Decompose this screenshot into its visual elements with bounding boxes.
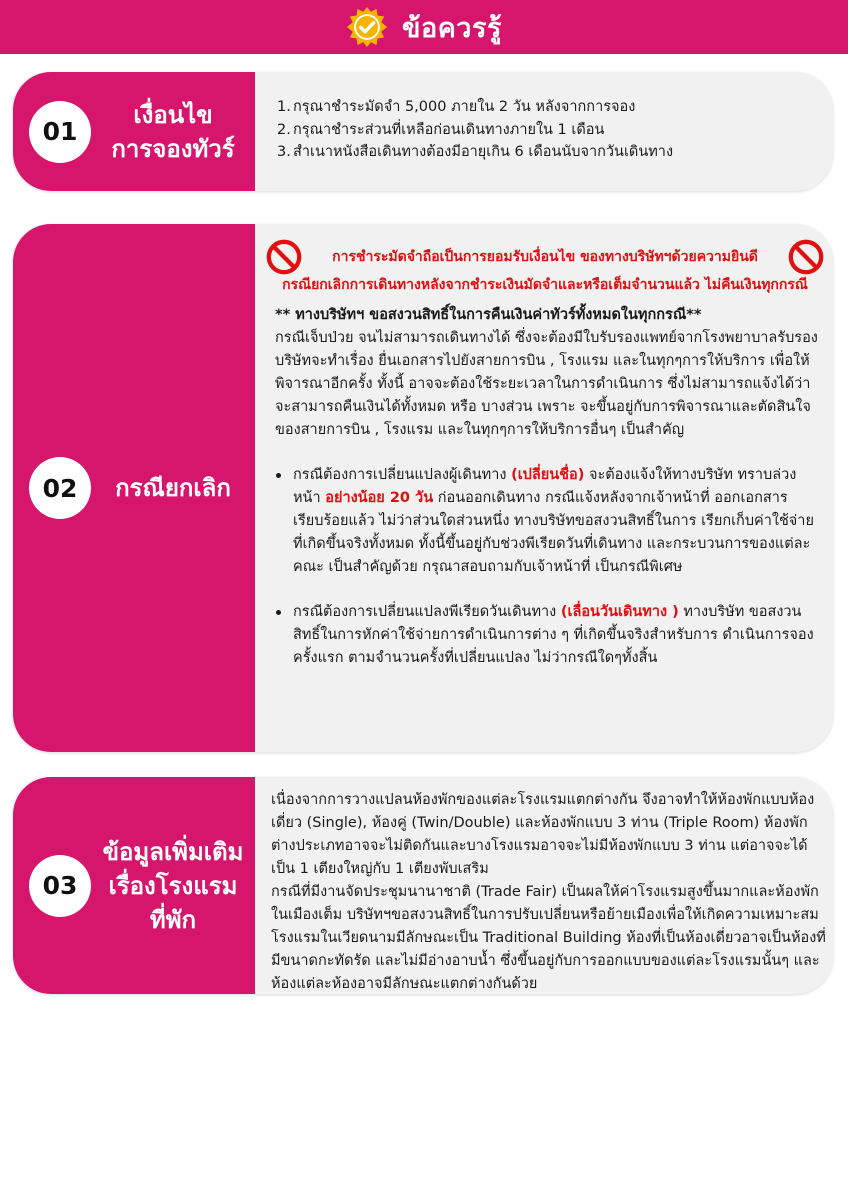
item-text: กรุณาชำระมัดจำ 5,000 ภายใน 2 วัน หลังจากการจอง [293,99,636,115]
page-title: ข้อควรรู้ [402,12,502,44]
highlight-text: อย่างน้อย 20 วัน [325,490,434,506]
cancellation-details [265,296,825,670]
list-item [277,119,823,142]
section-label [91,98,255,166]
highlight-text: (เลื่อนวันเดินทาง ) [560,604,679,620]
section-label-line: เงื่อนไข [133,99,213,129]
hotel-info-card [13,777,833,994]
conditions-list [277,96,823,164]
list-item [277,141,823,164]
section-label [91,835,255,937]
bullet-text: จะต้องแจ้งให้ทางบริษัท ทราบล่วงหน้า [293,467,797,506]
section-body [255,777,833,994]
section-header [13,72,255,191]
section-label-line: ที่พัก [149,904,197,934]
item-text: สำเนาหนังสือเดินทางต้องมีอายุเกิน 6 เดือนนับจากวันเดินทาง [293,144,674,160]
section-body [255,224,833,752]
section-body [255,72,833,191]
bullet-text: กรณีต้องการเปลี่ยนแปลงผู้เดินทาง [293,467,512,483]
warning-text: กรณียกเลิกการเดินทางหลังจากชำระเงินมัดจำและหรือเต็มจำนวนแล้ว ไม่คืนเงินทุกกรณี [282,277,808,293]
booking-conditions-card [13,72,833,191]
section-label-line: ข้อมูลเพิ่มเติม [102,836,244,866]
bullet-text: ทางบริษัท ขอสงวนสิทธิ์ในการหักค่าใช้จ่ายการดำเนินการต่าง ๆ ที่เกิดขึ้นจริงสำหรับการ ดำเนินการจองครั้งแรก ตามจำนวนครั้งที่เปลี่ยนแปลง ไม่ว่ากรณีใดๆทั้งสิ้น [293,604,814,666]
bullet-text: ก่อนออกเดินทาง กรณีแจ้งหลังจากเจ้าหน้าที่ ออกเอกสารเรียบร้อยแล้ว ไม่ว่าส่วนใดส่วนหนึ่ง ทางบริษัทขอสงวนสิทธิ์ในการ เรียกเก็บค่าใช้จ่ายที่เกิดขึ้นจริงทั้งหมด ทั้งนี้ขึ้นอยู่กับช่วงพีเรียดวันที่เดินทาง และกระบวนการของแต่ละคณะ เป็นสำคัญด้วย กรุณาสอบถามกับเจ้าหน้าที่ เป็นกรณีพิเศษ [293,490,814,575]
refund-policy-heading: ** ทางบริษัทฯ ขอสงวนสิทธิ์ในการคืนเงินค่าทัวร์ทั้งหมดในทุกกรณี** [275,307,702,323]
section-label-line: เรื่องโรงแรม [108,870,238,900]
section-label-line: การจองทัวร์ [111,133,235,163]
section-label [91,471,255,505]
check-badge-icon [346,6,388,48]
item-number: 2. [277,121,291,138]
list-item [275,464,821,579]
list-item [277,96,823,119]
bullet-text: กรณีต้องการเปลี่ยนแปลงพีเรียดวันเดินทาง [293,604,561,620]
section-label-line: กรณียกเลิก [115,473,231,502]
item-text: กรุณาชำระส่วนที่เหลือก่อนเดินทางภายใน 1 เดือน [293,121,605,138]
section-header [13,224,255,752]
item-number: 3. [277,144,291,160]
trade-fair-paragraph: กรณีที่มีงานจัดประชุมนานาชาติ (Trade Fair) เป็นผลให้ค่าโรงแรมสูงขึ้นมากและห้องพักในเมืองเต็ม บริษัทฯขอสงวนสิทธิ์ในการปรับเปลี่ยนหรือย้ายเมืองเพื่อให้เกิดความเหมาะสม โรงแรมในเวียดนามมีลักษณะเป็น Traditional Building ห้องที่เป็นห้องเดี่ยวอาจเป็นห้องที่มีขนาดกะทัดรัด และไม่มีอ่างอาบน้ำ ซึ่งขึ้นอยู่กับการออกแบบของแต่ละโรงแรมนั้นๆ และห้องแต่ละห้องอาจมีลักษณะแตกต่างกันด้วย [271,884,826,992]
header-bar [0,0,848,54]
illness-paragraph: กรณีเจ็บป่วย จนไม่สามารถเดินทางได้ ซึ่งจะต้องมีใบรับรองแพทย์จากโรงพยาบาลรับรอง บริษัทจะทำเรื่อง ยื่นเอกสารไปยังสายการบิน , โรงแรม และในทุกๆการให้บริการ เพื่อให้พิจารณาอีกครั้ง ทั้งนี้ อาจจะต้องใช้ระยะเวลาในการดำเนินการ ซึ่งไม่สามารถแจ้งได้ว่าจะสามารถคืนเงินได้ทั้งหมด หรือ บางส่วน เพราะ จะขึ้นอยู่กับการพิจารณาและตัดสินใจ ของสายการบิน , โรงแรม และในทุกๆการให้บริการอื่นๆ เป็นสำคัญ [275,330,818,438]
prohibited-icon [265,238,303,276]
section-number: 02 [29,457,91,519]
warning-text: การชำระมัดจำถือเป็นการยอมรับเงื่อนไข ของทางบริษัทฯด้วยความยินดี [332,249,758,265]
cancellation-card [13,224,833,752]
prohibited-icon [787,238,825,276]
highlight-text: (เปลี่ยนชื่อ) [511,467,585,483]
section-number: 01 [29,101,91,163]
item-number: 1. [277,99,291,115]
section-header [13,777,255,994]
section-number: 03 [29,855,91,917]
room-layout-paragraph: เนื่องจากการวางแปลนห้องพักของแต่ละโรงแรมแตกต่างกัน จึงอาจทำให้ห้องพักแบบห้องเดี่ยว (Single), ห้องคู่ (Twin/Double) และห้องพักแบบ 3 ท่าน (Triple Room) ห้องพักต่างประเภทอาจจะไม่ติดกันและบางโรงแรมอาจจะไม่มีห้องพักแบบ 3 ท่าน แต่อาจจะได้เป็น 1 เตียงใหญ่กับ 1 เตียงพับเสริม [271,792,815,877]
warning-row [265,238,825,276]
bullet-list [275,464,825,670]
header-content [346,6,502,49]
list-item [275,601,821,670]
